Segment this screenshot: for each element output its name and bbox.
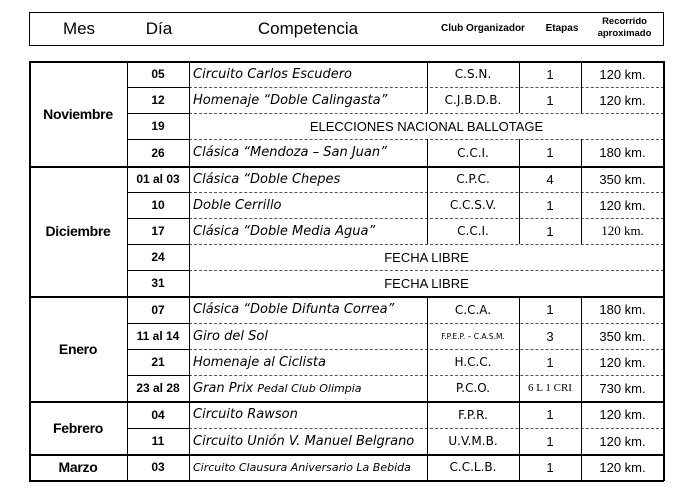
row-club: C.P.C. bbox=[456, 172, 490, 186]
row-club: C.J.B.D.B. bbox=[444, 93, 502, 107]
header-dia: Día bbox=[145, 19, 173, 38]
row-competencia-text: Circuito Rawson bbox=[193, 407, 298, 422]
row-etapas: 1 bbox=[546, 354, 554, 370]
header-recorrido-line2: aproximado bbox=[597, 28, 652, 39]
row-competencia-text: Circuito Unión V. Manuel Belgrano bbox=[193, 433, 415, 449]
row-competencia bbox=[189, 139, 431, 166]
row-recorrido: 350 km. bbox=[599, 328, 646, 344]
row-recorrido: 120 km. bbox=[599, 459, 646, 475]
row-competencia-text: Circuito Carlos Escudero bbox=[193, 66, 352, 82]
row-club: C.C.I. bbox=[457, 224, 489, 238]
row-day: 07 bbox=[151, 302, 165, 317]
row-competencia-text: Clásica “Doble Chepes bbox=[193, 171, 341, 187]
row-competencia bbox=[189, 87, 431, 113]
row-note: FECHA LIBRE bbox=[384, 249, 469, 265]
month-label: Diciembre bbox=[45, 223, 111, 239]
row-day: 10 bbox=[151, 198, 165, 212]
header-competencia: Competencia bbox=[257, 19, 359, 38]
row-etapas: 1 bbox=[546, 433, 554, 449]
row-etapas: 1 bbox=[546, 459, 554, 475]
row-etapas: 6 L 1 CRI bbox=[528, 382, 572, 394]
row-club: U.V.M.B. bbox=[448, 434, 498, 448]
row-day: 31 bbox=[151, 276, 165, 290]
row-competencia bbox=[189, 375, 431, 401]
row-club: F.P.E.P. – C.A.S.M. bbox=[441, 331, 505, 341]
row-recorrido: 730 km. bbox=[599, 380, 646, 396]
row-club: C.C.I. bbox=[457, 145, 489, 160]
row-etapas: 1 bbox=[546, 407, 554, 422]
row-club: C.C.A. bbox=[454, 302, 492, 317]
month-divider bbox=[29, 480, 127, 482]
row-recorrido: 180 km. bbox=[599, 145, 646, 160]
header-mes: Mes bbox=[62, 19, 96, 38]
header-etapas: Etapas bbox=[545, 23, 579, 34]
row-competencia bbox=[189, 61, 431, 87]
row-recorrido: 120 km. bbox=[601, 223, 644, 238]
row-competencia-text: Clásica “Doble Media Agua” bbox=[193, 223, 376, 239]
row-club: C.C.S.V. bbox=[449, 198, 497, 212]
row-day: 11 al 14 bbox=[136, 329, 180, 343]
row-competencia bbox=[189, 428, 431, 454]
row-recorrido: 120 km. bbox=[599, 197, 646, 213]
row-etapas: 1 bbox=[546, 66, 554, 82]
month-label: Marzo bbox=[58, 459, 98, 475]
row-day: 21 bbox=[151, 355, 165, 369]
row-etapas: 1 bbox=[546, 92, 554, 108]
row-recorrido: 120 km. bbox=[599, 433, 646, 449]
row-competencia bbox=[189, 296, 431, 323]
row-recorrido: 120 km. bbox=[599, 92, 646, 108]
row-etapas: 1 bbox=[546, 223, 554, 239]
row-day: 24 bbox=[151, 250, 165, 264]
row-note: FECHA LIBRE bbox=[384, 275, 469, 291]
row-club: C.S.N. bbox=[454, 67, 492, 81]
row-etapas: 1 bbox=[546, 145, 554, 160]
row-day: 23 al 28 bbox=[136, 381, 180, 395]
row-competencia-detail: Circuito Clausura Aniversario La Bebida bbox=[193, 460, 411, 474]
row-day: 11 bbox=[151, 434, 165, 448]
row-etapas: 1 bbox=[546, 302, 554, 317]
row-recorrido: 180 km. bbox=[599, 302, 646, 317]
month-label: Febrero bbox=[52, 419, 104, 436]
row-etapas: 1 bbox=[546, 197, 554, 213]
month-label: Noviembre bbox=[43, 105, 113, 122]
row-recorrido: 120 km. bbox=[599, 354, 646, 370]
row-competencia bbox=[189, 349, 431, 375]
header-club-organizador: Club Organizador bbox=[441, 23, 525, 34]
row-day: 17 bbox=[151, 224, 165, 238]
row-day: 03 bbox=[151, 460, 165, 474]
row-competencia bbox=[189, 454, 431, 480]
row-competencia-text: Homenaje “Doble Calingasta” bbox=[193, 92, 388, 108]
row-etapas: 3 bbox=[546, 328, 554, 344]
row-competencia-text: Giro del Sol bbox=[193, 328, 268, 344]
row-competencia bbox=[189, 323, 431, 349]
row-etapas: 4 bbox=[546, 171, 554, 187]
row-club: P.C.O. bbox=[455, 381, 491, 395]
row-recorrido: 120 km. bbox=[599, 407, 646, 422]
row-competencia-text: Doble Cerrillo bbox=[193, 197, 282, 213]
row-competencia bbox=[189, 218, 431, 244]
row-day: 01 al 03 bbox=[136, 172, 180, 186]
column-divider bbox=[29, 61, 31, 481]
row-day: 26 bbox=[151, 145, 165, 160]
row-club: F.P.R. bbox=[458, 407, 488, 422]
row-day: 12 bbox=[151, 93, 165, 107]
row-competencia bbox=[189, 166, 431, 192]
row-day: 05 bbox=[151, 67, 165, 81]
row-competencia bbox=[189, 401, 431, 428]
row-recorrido: 120 km. bbox=[599, 66, 646, 82]
row-competencia-text: Homenaje al Ciclista bbox=[193, 354, 326, 370]
row-competencia-detail: Pedal Club Olimpia bbox=[257, 381, 362, 395]
month-label: Enero bbox=[58, 340, 98, 357]
row-competencia bbox=[189, 192, 431, 218]
row-club: H.C.C. bbox=[454, 355, 492, 369]
row-recorrido: 350 km. bbox=[599, 171, 646, 187]
row-day: 19 bbox=[151, 119, 165, 133]
row-note: ELECCIONES NACIONAL BALLOTAGE bbox=[309, 118, 544, 134]
row-competencia-text: Gran Prix bbox=[193, 380, 254, 396]
row-competencia-text: Clásica “Doble Difunta Correa” bbox=[193, 302, 395, 317]
row-club: C.C.L.B. bbox=[449, 460, 497, 474]
row-competencia-text: Clásica “Mendoza – San Juan” bbox=[193, 145, 387, 160]
row-day: 04 bbox=[151, 407, 165, 422]
header-recorrido-line1: Recorrido bbox=[602, 16, 647, 27]
row-divider bbox=[127, 480, 664, 482]
